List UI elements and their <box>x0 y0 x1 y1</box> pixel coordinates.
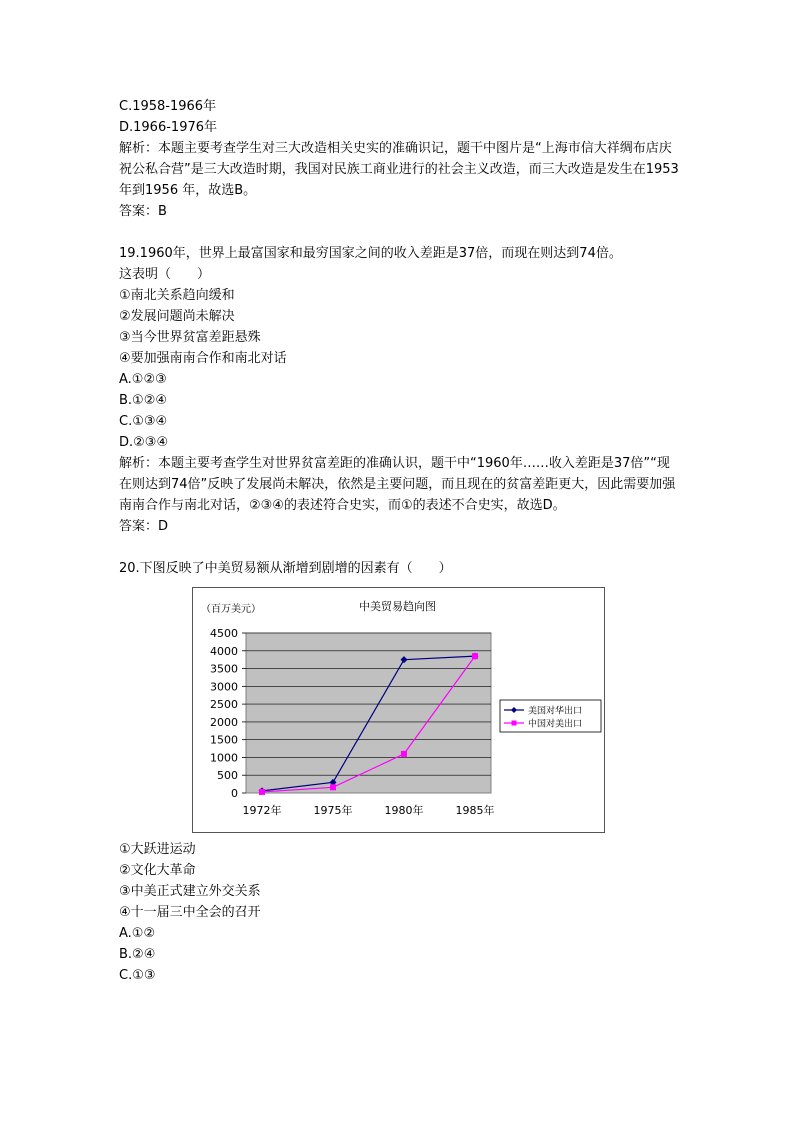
q19-item-2: ②发展问题尚未解决 <box>119 309 235 324</box>
q19-stem-line1: 19.1960年，世界上最富国家和最穷国家之间的收入差距是37倍，而现在则达到74倍。 <box>119 246 622 261</box>
x-tick-label: 1972年 <box>242 804 282 817</box>
q19-item-1: ①南北关系趋向缓和 <box>119 288 235 303</box>
q19-option-b: B.①②④ <box>119 393 168 408</box>
y-tick-label: 2000 <box>210 715 238 729</box>
x-tick-label: 1975年 <box>313 804 353 817</box>
y-tick-label: 2500 <box>210 698 238 712</box>
q18-option-d: D.1966-1976年 <box>119 120 218 135</box>
chart-title: 中美贸易趋向图 <box>359 600 436 613</box>
chart-svg <box>193 588 604 832</box>
q19-option-a: A.①②③ <box>119 372 167 387</box>
q19-stem-line2: 这表明（ ） <box>119 267 211 282</box>
document-page <box>119 96 679 986</box>
q18-option-c: C.1958-1966年 <box>119 99 217 114</box>
chart-unit-label: （百万美元） <box>201 604 261 615</box>
data-point <box>472 653 478 659</box>
q19-item-4: ④要加强南南合作和南北对话 <box>119 351 287 366</box>
legend-label: 中国对美出口 <box>528 719 583 730</box>
y-tick-label: 4000 <box>210 644 238 658</box>
q20-option-a: A.①② <box>119 926 156 941</box>
q18-analysis: 解析：本题主要考查学生对三大改造相关史实的准确识记，题干中图片是“上海市信大祥绸布店庆祝公私合营”是三大改造时期，我国对民族工商业进行的社会主义改造，而三大改造是发生在1953年到1956 年，故选B。 <box>119 141 679 198</box>
x-tick-label: 1980年 <box>384 804 424 817</box>
data-point <box>401 751 407 757</box>
q20-stem: 20.下图反映了中美贸易额从渐增到剧增的因素有（ ） <box>119 561 452 576</box>
data-point <box>259 789 265 795</box>
y-tick-label: 1000 <box>210 751 238 765</box>
q20-item-2: ②文化大革命 <box>119 863 196 878</box>
y-tick-label: 4500 <box>210 627 238 640</box>
q20-item-3: ③中美正式建立外交关系 <box>119 884 261 899</box>
legend-label: 美国对华出口 <box>528 706 583 717</box>
y-tick-label: 500 <box>217 769 238 783</box>
legend-marker <box>512 721 517 726</box>
q20-item-4: ④十一届三中全会的召开 <box>119 905 261 920</box>
q19-option-c: C.①③④ <box>119 414 168 429</box>
trade-chart <box>192 587 605 833</box>
y-tick-label: 0 <box>231 787 238 800</box>
q20-item-1: ①大跃进运动 <box>119 842 196 857</box>
q19-item-3: ③当今世界贫富差距悬殊 <box>119 330 261 345</box>
y-tick-label: 3500 <box>210 662 238 676</box>
x-tick-label: 1985年 <box>455 804 495 817</box>
y-tick-label: 1500 <box>210 733 238 747</box>
q19-answer: 答案：D <box>119 519 169 534</box>
data-point <box>330 784 336 790</box>
q19-analysis: 解析：本题主要考查学生对世界贫富差距的准确认识，题干中“1960年……收入差距是37倍”“现在则达到74倍”反映了发展尚未解决，依然是主要问题，而且现在的贫富差距更大，因此需要加强南南合作与南北对话，②③④的表述符合史实，而①的表述不合史实，故选D。 <box>119 456 676 513</box>
q18-answer: 答案：B <box>119 204 167 219</box>
q20-option-b: B.②④ <box>119 947 156 962</box>
q19-option-d: D.②③④ <box>119 435 169 450</box>
q20-option-c: C.①③ <box>119 968 156 983</box>
y-tick-label: 3000 <box>210 680 238 694</box>
